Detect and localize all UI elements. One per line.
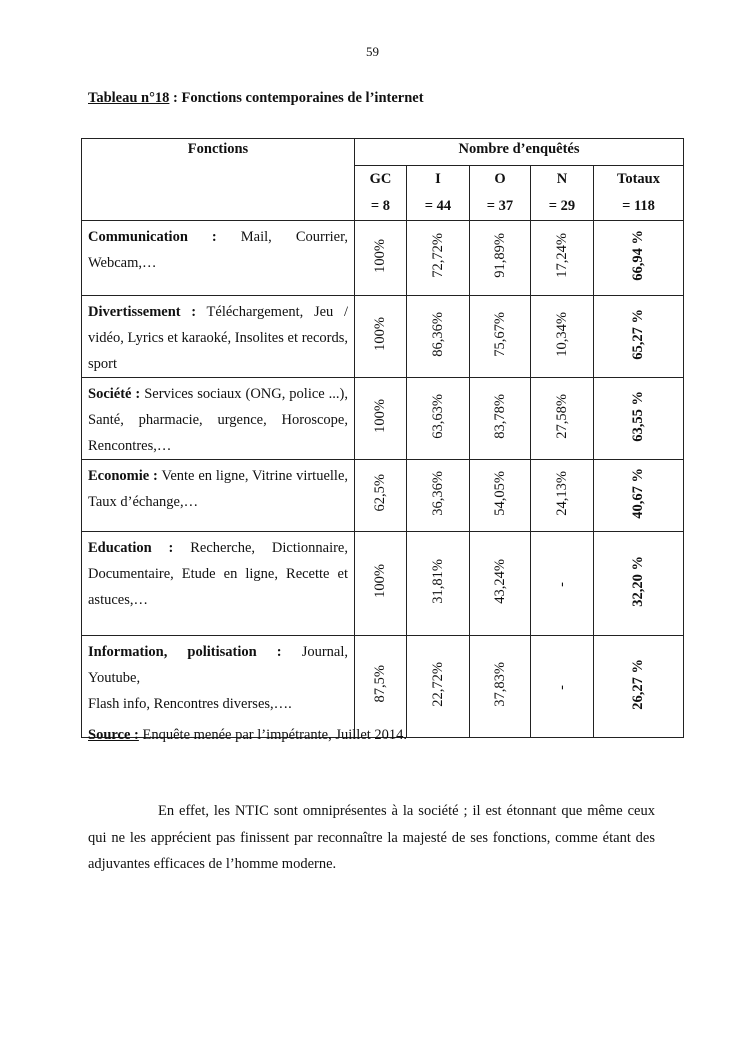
- column-count: = 8: [370, 198, 391, 214]
- table-title: Tableau n°18 : Fonctions contemporaines de l’internet: [88, 90, 424, 106]
- value-cell: [470, 296, 531, 378]
- table-source: Source : Enquête menée par l’impétrante, Juillet 2014.: [88, 727, 408, 743]
- total-value: 65,27 %: [630, 308, 646, 360]
- value-cell: [594, 460, 684, 532]
- value-cell: [594, 221, 684, 296]
- value-cell: [355, 378, 407, 460]
- percentage-value: 54,05%: [491, 470, 508, 516]
- value-cell: [355, 636, 407, 738]
- column-count: = 37: [486, 198, 514, 214]
- value-cell: [407, 636, 470, 738]
- value-cell: [407, 532, 470, 636]
- function-description: Communication : Mail, Courrier, Webcam,…: [82, 221, 355, 296]
- value-cell: [531, 378, 594, 460]
- column-name: GC: [369, 171, 392, 187]
- header-respondents: Nombre d’enquêtés: [355, 139, 684, 166]
- value-cell: [531, 460, 594, 532]
- column-name: N: [556, 171, 568, 187]
- column-count: = 29: [548, 198, 576, 214]
- value-cell: [531, 636, 594, 738]
- percentage-value: 83,78%: [491, 393, 508, 439]
- body-paragraph: En effet, les NTIC sont omniprésentes à la société ; il est étonnant que même ceux qui ne les apprécient pas finissent par reconnaître la majesté de ses fonctions, comme étant des adjuvantes efficaces de l’homme moderne.: [88, 803, 655, 872]
- value-cell: [594, 532, 684, 636]
- table-row: [82, 532, 684, 636]
- column-name: I: [435, 171, 441, 187]
- value-cell: [594, 636, 684, 738]
- value-cell: [594, 378, 684, 460]
- value-cell: [355, 221, 407, 296]
- value-cell: [407, 296, 470, 378]
- percentage-value: 24,13%: [553, 470, 570, 516]
- function-category: Education :: [88, 540, 174, 556]
- column-count: = 44: [424, 198, 452, 214]
- percentage-value: 17,24%: [553, 233, 570, 278]
- total-value: 40,67 %: [630, 467, 646, 519]
- percentage-value: 37,83%: [491, 661, 508, 707]
- total-value: 32,20 %: [630, 555, 646, 607]
- table-row: [82, 460, 684, 532]
- percentage-value: 72,72%: [429, 233, 446, 278]
- value-cell: [531, 221, 594, 296]
- percentage-value: 31,81%: [429, 558, 446, 604]
- value-cell: [531, 532, 594, 636]
- percentage-value: 62,5%: [372, 474, 388, 512]
- percentage-value: 22,72%: [429, 661, 446, 707]
- value-cell: [407, 221, 470, 296]
- percentage-value: 91,89%: [491, 233, 508, 278]
- total-value: 26,27 %: [630, 658, 646, 710]
- value-cell: [470, 636, 531, 738]
- percentage-value: 100%: [372, 399, 388, 433]
- percentage-value: 63,63%: [429, 393, 446, 439]
- value-cell: [470, 532, 531, 636]
- function-description: Société : Services sociaux (ONG, police ...), Santé, pharmacie, urgence, Horoscope, Rencontres,…: [82, 378, 355, 460]
- percentage-value: 100%: [372, 317, 388, 351]
- value-cell: [470, 378, 531, 460]
- value-cell: [531, 296, 594, 378]
- value-cell: [407, 460, 470, 532]
- column-header-totaux: [594, 166, 684, 221]
- function-description: Education : Recherche, Dictionnaire, Documentaire, Etude en ligne, Recette et astuces,…: [82, 532, 355, 636]
- function-category: Information, politisation :: [88, 644, 282, 660]
- column-header-o: [470, 166, 531, 221]
- table-row: [82, 296, 684, 378]
- function-category: Divertissement :: [88, 304, 197, 320]
- function-category: Economie :: [88, 468, 158, 484]
- total-value: 66,94 %: [630, 230, 646, 281]
- value-cell: [470, 460, 531, 532]
- value-cell: [594, 296, 684, 378]
- column-header-gc: [355, 166, 407, 221]
- percentage-value: 10,34%: [553, 311, 570, 357]
- total-value: 63,55 %: [630, 390, 646, 442]
- percentage-value: 36,36%: [429, 470, 446, 516]
- percentage-value: 75,67%: [491, 311, 508, 357]
- percentage-value: 27,58%: [553, 393, 570, 439]
- value-cell: [355, 532, 407, 636]
- function-category: Société :: [88, 386, 141, 402]
- percentage-value: 87,5%: [372, 665, 388, 703]
- function-description: Divertissement : Téléchargement, Jeu / vidéo, Lyrics et karaoké, Insolites et records, sport: [82, 296, 355, 378]
- column-header-i: [407, 166, 470, 221]
- function-description: Economie : Vente en ligne, Vitrine virtuelle, Taux d’échange,…: [82, 460, 355, 532]
- column-name: Totaux: [617, 171, 660, 187]
- functions-table: [81, 138, 684, 738]
- value-cell: [470, 221, 531, 296]
- percentage-value: -: [553, 582, 570, 587]
- header-functions: Fonctions: [82, 139, 355, 221]
- column-count: = 118: [622, 198, 655, 214]
- function-description: Information, politisation : Journal, Youtube, Flash info, Rencontres diverses,….: [82, 636, 355, 738]
- table-row: [82, 378, 684, 460]
- percentage-value: 86,36%: [429, 311, 446, 357]
- function-category: Communication :: [88, 229, 217, 245]
- column-name: O: [494, 171, 506, 187]
- page-number: 59: [366, 44, 379, 59]
- percentage-value: -: [553, 685, 570, 690]
- value-cell: [355, 460, 407, 532]
- table-row: [82, 636, 684, 738]
- percentage-value: 100%: [372, 238, 388, 273]
- table-row: [82, 221, 684, 296]
- table-number: Tableau n°18: [88, 90, 170, 106]
- percentage-value: 43,24%: [491, 558, 508, 604]
- column-header-n: [531, 166, 594, 221]
- value-cell: [407, 378, 470, 460]
- value-cell: [355, 296, 407, 378]
- percentage-value: 100%: [372, 564, 388, 598]
